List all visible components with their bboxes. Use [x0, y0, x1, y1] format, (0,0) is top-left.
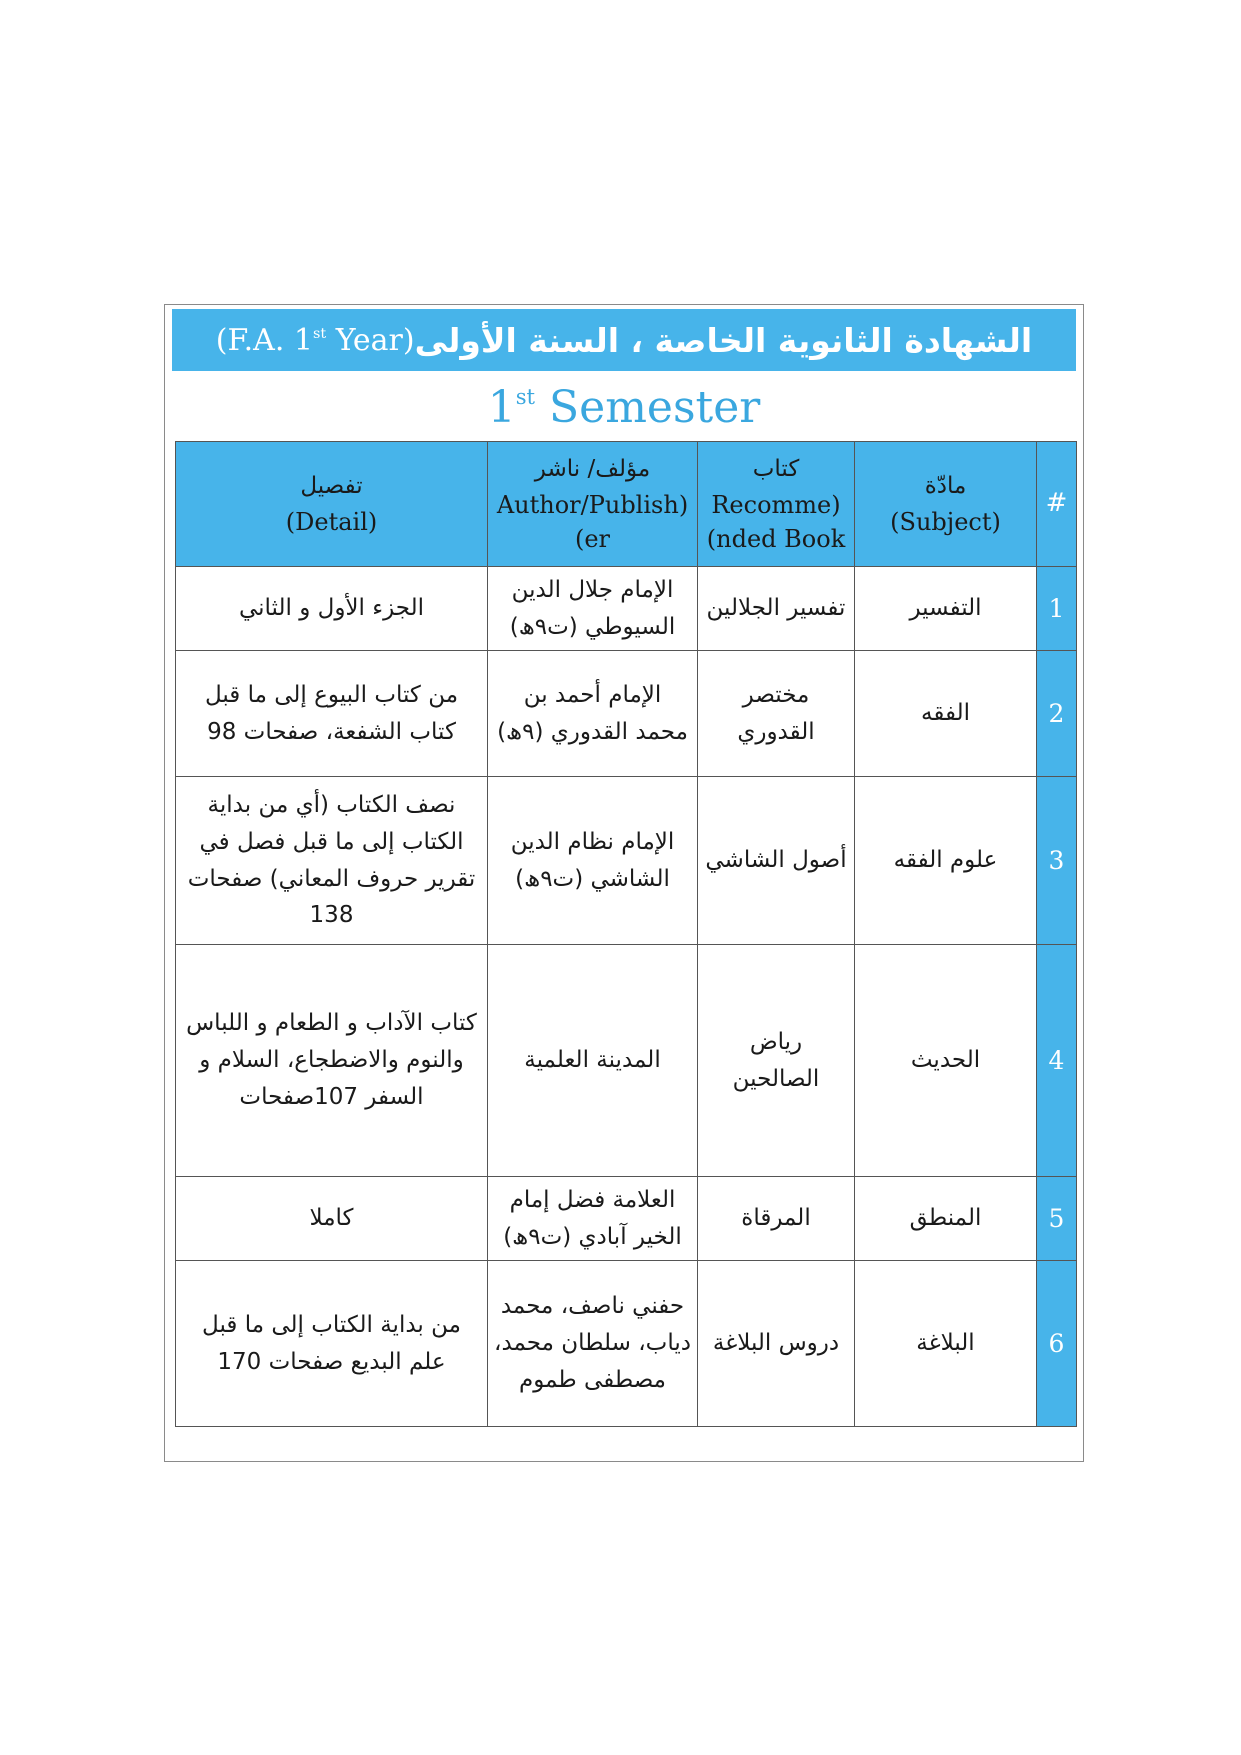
detail-cell: نصف الكتاب (أي من بداية الكتاب إلى ما قبل فصل في تقرير حروف المعاني) صفحات 138 — [176, 777, 488, 945]
header-row — [176, 442, 1077, 567]
table-row — [176, 945, 1077, 1177]
table-row — [176, 777, 1077, 945]
book-cell: رياض الصالحين — [698, 945, 855, 1177]
author-cell: الإمام جلال الدين السيوطي (ت۹ھ) — [488, 567, 698, 651]
banner-english: (F.A. 1st Year) — [215, 322, 415, 358]
subject-cell: الفقه — [855, 651, 1037, 777]
subject-cell: البلاغة — [855, 1261, 1037, 1427]
detail-cell: من بداية الكتاب إلى ما قبل علم البديع صفحات 170 — [176, 1261, 488, 1427]
curriculum-table — [175, 441, 1077, 1427]
row-number: 4 — [1037, 945, 1077, 1177]
book-cell: مختصر القدوري — [698, 651, 855, 777]
author-cell: المدينة العلمية — [488, 945, 698, 1177]
detail-cell: كاملا — [176, 1177, 488, 1261]
table-row — [176, 1177, 1077, 1261]
row-number: 1 — [1037, 567, 1077, 651]
row-number: 6 — [1037, 1261, 1077, 1427]
row-number: 3 — [1037, 777, 1077, 945]
table-row — [176, 567, 1077, 651]
subject-cell: المنطق — [855, 1177, 1037, 1261]
header-number: # — [1037, 442, 1077, 567]
row-number: 2 — [1037, 651, 1077, 777]
subject-cell: التفسير — [855, 567, 1037, 651]
semester-heading: 1st Semester — [487, 382, 761, 433]
table-row — [176, 651, 1077, 777]
banner-arabic: الشهادة الثانوية الخاصة ، السنة الأولى — [414, 320, 1033, 360]
author-cell: حفني ناصف، محمد دياب، سلطان محمد، مصطفى طموم — [488, 1261, 698, 1427]
subject-cell: علوم الفقه — [855, 777, 1037, 945]
title-banner — [172, 309, 1076, 371]
author-cell: الإمام أحمد بن محمد القدوري (۹ھ) — [488, 651, 698, 777]
plan-frame — [164, 304, 1084, 1462]
book-cell: تفسير الجلالين — [698, 567, 855, 651]
subject-cell: الحديث — [855, 945, 1037, 1177]
header-author: مؤلف/ ناشر (Author/Publisher) — [488, 442, 698, 567]
header-subject: مادّة (Subject) — [855, 442, 1037, 567]
detail-cell: من كتاب البيوع إلى ما قبل كتاب الشفعة، صفحات 98 — [176, 651, 488, 777]
book-cell: المرقاة — [698, 1177, 855, 1261]
author-cell: العلامة فضل إمام الخير آبادي (ت۹ھ) — [488, 1177, 698, 1261]
row-number: 5 — [1037, 1177, 1077, 1261]
table-row — [176, 1261, 1077, 1427]
book-cell: أصول الشاشي — [698, 777, 855, 945]
detail-cell: كتاب الآداب و الطعام و اللباس والنوم والاضطجاع، السلام و السفر 107صفحات — [176, 945, 488, 1177]
detail-cell: الجزء الأول و الثاني — [176, 567, 488, 651]
book-cell: دروس البلاغة — [698, 1261, 855, 1427]
header-book: كتاب (Recommended Book) — [698, 442, 855, 567]
header-detail: تفصيل (Detail) — [176, 442, 488, 567]
author-cell: الإمام نظام الدين الشاشي (ت۹ھ) — [488, 777, 698, 945]
